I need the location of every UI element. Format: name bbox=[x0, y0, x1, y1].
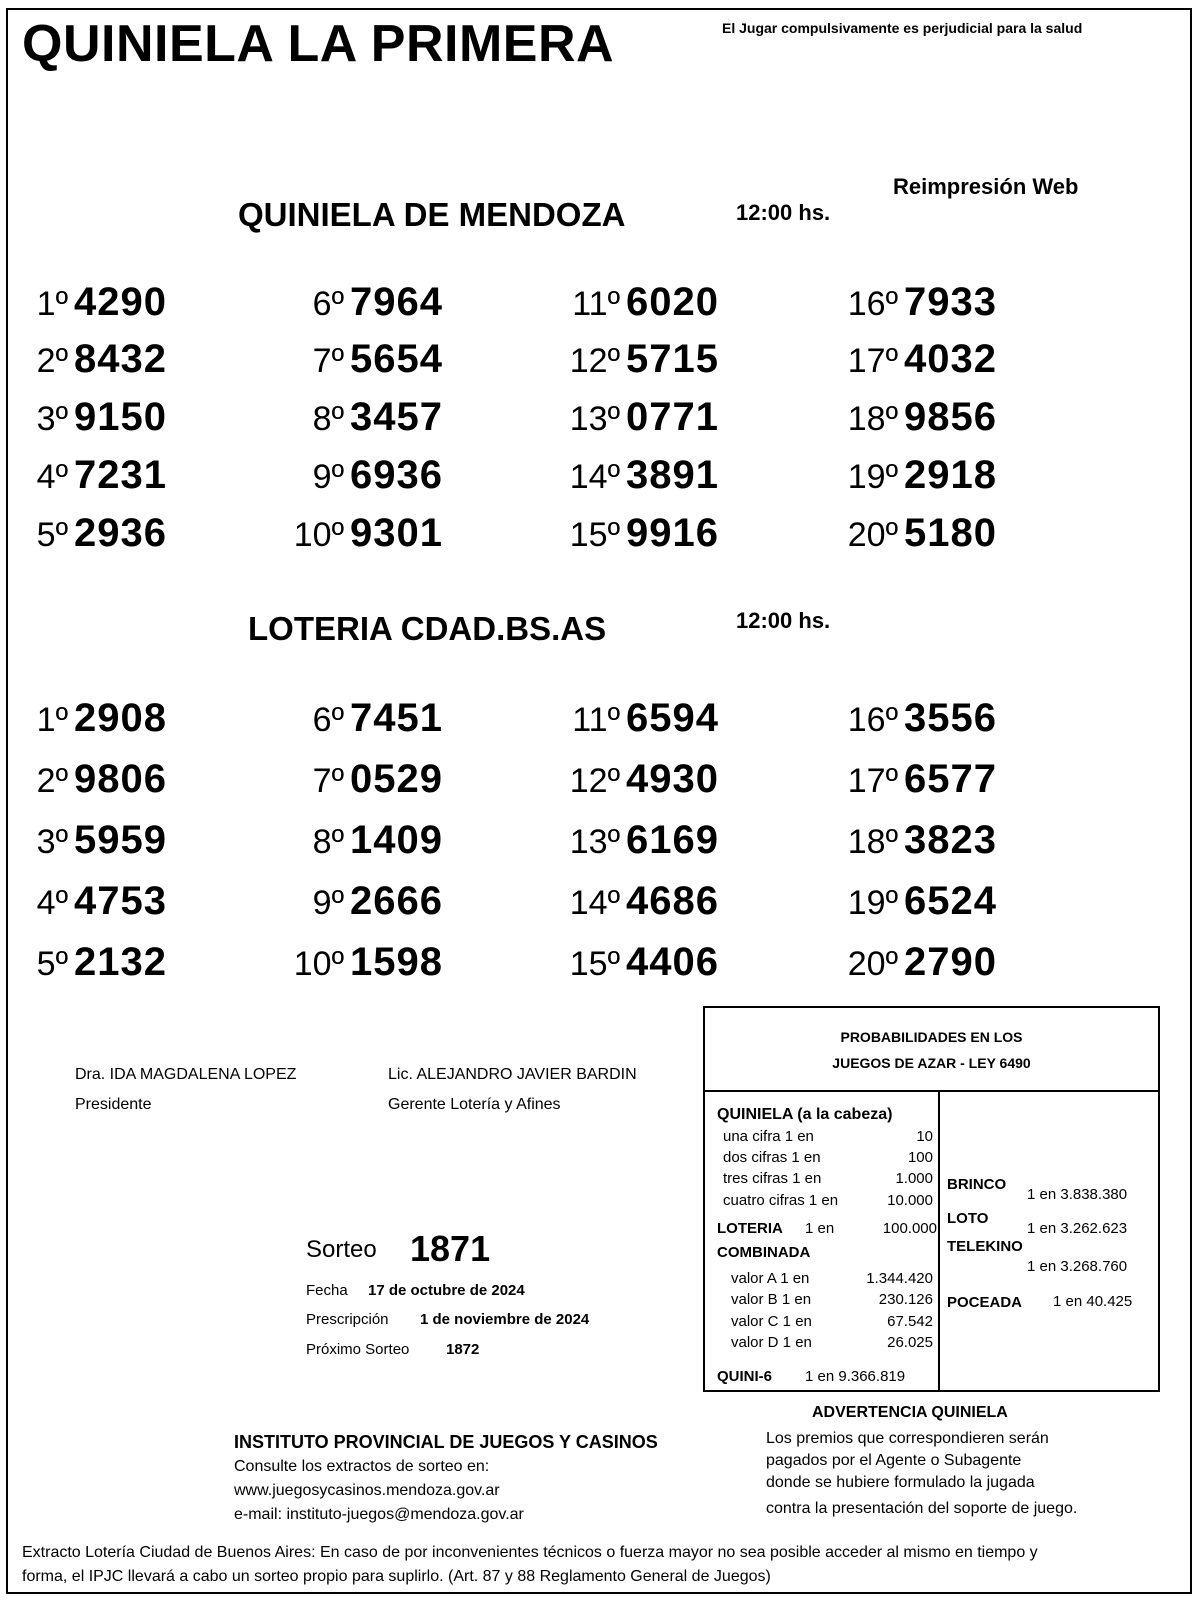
result-cell bbox=[276, 696, 443, 741]
results-row bbox=[0, 696, 1200, 752]
result-number: 5959 bbox=[74, 818, 167, 862]
result-position: 4º bbox=[36, 458, 68, 496]
advertencia-line: pagados por el Agente o Subagente bbox=[766, 1452, 1022, 1469]
result-number: 6936 bbox=[350, 453, 443, 497]
quini6-odds-label: QUINI-6 bbox=[717, 1368, 773, 1385]
result-position: 11º bbox=[572, 701, 620, 739]
result-number: 0771 bbox=[626, 395, 719, 439]
advertencia-title: ADVERTENCIA QUINIELA bbox=[812, 1404, 1008, 1421]
result-position: 19º bbox=[847, 458, 898, 496]
odds-label: tres cifras 1 en bbox=[723, 1170, 822, 1187]
result-position: 6º bbox=[312, 285, 344, 323]
result-number: 3891 bbox=[626, 453, 719, 497]
result-position: 8º bbox=[312, 400, 344, 438]
result-position: 11º bbox=[572, 285, 620, 323]
result-cell bbox=[0, 940, 167, 985]
result-number: 3556 bbox=[904, 696, 997, 740]
page-title: QUINIELA LA PRIMERA bbox=[22, 15, 615, 73]
loteria-odds-value: 100.000 bbox=[882, 1220, 937, 1237]
brinco-odds-value: 1 en 3.838.380 bbox=[1027, 1186, 1128, 1203]
result-number: 5654 bbox=[350, 337, 443, 381]
result-cell bbox=[0, 453, 167, 498]
odds-label: valor B 1 en bbox=[731, 1291, 812, 1308]
sorteo-number: 1871 bbox=[410, 1228, 491, 1269]
brinco-odds-label: BRINCO bbox=[947, 1176, 1007, 1193]
result-position: 1º bbox=[36, 701, 68, 739]
result-number: 5180 bbox=[904, 511, 997, 555]
loto-odds-label: LOTO bbox=[947, 1210, 989, 1227]
result-number: 2936 bbox=[74, 511, 167, 555]
institute-website: www.juegosycasinos.mendoza.gov.ar bbox=[234, 1482, 500, 1499]
results-row bbox=[0, 395, 1200, 451]
odds-value: 100 bbox=[907, 1149, 933, 1166]
telekino-odds-value: 1 en 3.268.760 bbox=[1027, 1258, 1128, 1275]
loteria-odds-text: 1 en bbox=[805, 1220, 835, 1237]
result-cell bbox=[0, 511, 167, 556]
result-position: 9º bbox=[312, 884, 344, 922]
result-number: 5715 bbox=[626, 337, 719, 381]
result-cell bbox=[830, 337, 997, 382]
footer-note-line1: Extracto Lotería Ciudad de Buenos Aires: En caso de por inconvenientes técnicos o fuerza mayor no sea posible acceder al mismo en tiempo y bbox=[22, 1544, 1038, 1561]
combinada-odds-title: COMBINADA bbox=[717, 1244, 811, 1261]
section-time-mendoza: 12:00 hs. bbox=[736, 200, 831, 225]
result-cell bbox=[276, 940, 443, 985]
result-number: 7231 bbox=[74, 453, 167, 497]
result-number: 9856 bbox=[904, 395, 997, 439]
results-row bbox=[0, 879, 1200, 935]
result-cell bbox=[830, 511, 997, 556]
result-position: 15º bbox=[569, 516, 620, 554]
result-cell bbox=[0, 757, 167, 802]
result-cell bbox=[0, 280, 167, 325]
reprint-label: Reimpresión Web bbox=[893, 174, 1079, 199]
result-position: 20º bbox=[847, 945, 898, 983]
signer-president-name: Dra. IDA MAGDALENA LOPEZ bbox=[75, 1066, 297, 1083]
result-number: 9916 bbox=[626, 511, 719, 555]
result-number: 6594 bbox=[626, 696, 719, 740]
section-time-buenos-aires: 12:00 hs. bbox=[736, 608, 831, 633]
result-cell bbox=[830, 696, 997, 741]
odds-value: 10 bbox=[916, 1128, 933, 1145]
result-position: 2º bbox=[36, 762, 68, 800]
institute-name: INSTITUTO PROVINCIAL DE JUEGOS Y CASINOS bbox=[234, 1432, 658, 1452]
result-cell bbox=[276, 757, 443, 802]
result-cell bbox=[552, 395, 719, 440]
result-number: 4290 bbox=[74, 280, 167, 324]
odds-value: 1.344.420 bbox=[866, 1270, 933, 1287]
prescripcion-label: Prescripción bbox=[306, 1311, 389, 1328]
result-position: 3º bbox=[36, 823, 68, 861]
odds-value: 1.000 bbox=[895, 1170, 933, 1187]
proximo-sorteo-value: 1872 bbox=[446, 1341, 480, 1358]
fecha-value: 17 de octubre de 2024 bbox=[368, 1282, 525, 1299]
result-cell bbox=[830, 757, 997, 802]
result-cell bbox=[552, 511, 719, 556]
result-number: 4753 bbox=[74, 879, 167, 923]
result-position: 4º bbox=[36, 884, 68, 922]
odds-value: 10.000 bbox=[887, 1192, 933, 1209]
results-row bbox=[0, 337, 1200, 393]
result-position: 8º bbox=[312, 823, 344, 861]
result-cell bbox=[276, 453, 443, 498]
results-row bbox=[0, 280, 1200, 336]
quini6-odds-value: 1 en 9.366.819 bbox=[805, 1368, 906, 1385]
sorteo-label: Sorteo bbox=[306, 1236, 377, 1263]
result-cell bbox=[552, 453, 719, 498]
signer-president-role: Presidente bbox=[75, 1096, 152, 1113]
result-position: 5º bbox=[36, 516, 68, 554]
health-warning: El Jugar compulsivamente es perjudicial para la salud bbox=[722, 20, 1083, 36]
fecha-label: Fecha bbox=[306, 1282, 348, 1299]
result-cell bbox=[276, 818, 443, 863]
result-position: 17º bbox=[847, 342, 898, 380]
advertencia-line: contra la presentación del soporte de juego. bbox=[766, 1500, 1078, 1517]
result-position: 13º bbox=[569, 400, 620, 438]
results-row bbox=[0, 511, 1200, 567]
result-position: 12º bbox=[569, 342, 620, 380]
result-number: 4032 bbox=[904, 337, 997, 381]
result-position: 16º bbox=[847, 701, 898, 739]
advertencia-line: donde se hubiere formulado la jugada bbox=[766, 1474, 1035, 1491]
result-cell bbox=[0, 337, 167, 382]
probabilities-title-line1: PROBABILIDADES EN LOS bbox=[840, 1029, 1023, 1045]
result-number: 1598 bbox=[350, 940, 443, 984]
result-cell bbox=[830, 453, 997, 498]
result-number: 0529 bbox=[350, 757, 443, 801]
probabilities-box bbox=[703, 1006, 1160, 1392]
result-number: 8432 bbox=[74, 337, 167, 381]
result-number: 6577 bbox=[904, 757, 997, 801]
result-cell bbox=[552, 696, 719, 741]
odds-label: valor C 1 en bbox=[731, 1313, 812, 1330]
result-cell bbox=[0, 696, 167, 741]
result-number: 7451 bbox=[350, 696, 443, 740]
result-cell bbox=[0, 879, 167, 924]
signer-manager-role: Gerente Lotería y Afines bbox=[388, 1096, 561, 1113]
result-position: 12º bbox=[569, 762, 620, 800]
result-number: 9150 bbox=[74, 395, 167, 439]
results-row bbox=[0, 818, 1200, 874]
result-number: 4686 bbox=[626, 879, 719, 923]
signer-manager-name: Lic. ALEJANDRO JAVIER BARDIN bbox=[388, 1066, 637, 1083]
result-number: 9806 bbox=[74, 757, 167, 801]
result-number: 6020 bbox=[626, 280, 719, 324]
result-number: 3457 bbox=[350, 395, 443, 439]
result-position: 6º bbox=[312, 701, 344, 739]
result-number: 3823 bbox=[904, 818, 997, 862]
odds-label: valor A 1 en bbox=[731, 1270, 810, 1287]
odds-value: 26.025 bbox=[887, 1334, 933, 1351]
result-number: 2132 bbox=[74, 940, 167, 984]
result-position: 7º bbox=[312, 762, 344, 800]
result-cell bbox=[276, 395, 443, 440]
result-position: 16º bbox=[847, 285, 898, 323]
result-position: 3º bbox=[36, 400, 68, 438]
result-cell bbox=[552, 337, 719, 382]
result-position: 18º bbox=[847, 823, 898, 861]
quiniela-odds-title: QUINIELA (a la cabeza) bbox=[717, 1106, 893, 1123]
odds-label: una cifra 1 en bbox=[723, 1128, 814, 1145]
result-position: 14º bbox=[569, 458, 620, 496]
footer-note-line2: forma, el IPJC llevará a cabo un sorteo propio para suplirlo. (Art. 87 y 88 Reglamento General de Juegos) bbox=[22, 1568, 771, 1585]
telekino-odds-label: TELEKINO bbox=[947, 1238, 1023, 1255]
result-cell bbox=[0, 818, 167, 863]
result-position: 20º bbox=[847, 516, 898, 554]
advertencia-line: Los premios que correspondieren serán bbox=[766, 1430, 1049, 1447]
result-number: 4406 bbox=[626, 940, 719, 984]
result-number: 6169 bbox=[626, 818, 719, 862]
result-position: 15º bbox=[569, 945, 620, 983]
result-number: 4930 bbox=[626, 757, 719, 801]
institute-consult-line: Consulte los extractos de sorteo en: bbox=[234, 1458, 490, 1475]
result-cell bbox=[830, 280, 997, 325]
result-position: 14º bbox=[569, 884, 620, 922]
result-cell bbox=[830, 879, 997, 924]
result-position: 19º bbox=[847, 884, 898, 922]
odds-label: dos cifras 1 en bbox=[723, 1149, 821, 1166]
result-position: 2º bbox=[36, 342, 68, 380]
result-number: 2666 bbox=[350, 879, 443, 923]
prescripcion-value: 1 de noviembre de 2024 bbox=[420, 1311, 590, 1328]
result-cell bbox=[830, 395, 997, 440]
result-position: 9º bbox=[312, 458, 344, 496]
result-cell bbox=[552, 879, 719, 924]
odds-label: valor D 1 en bbox=[731, 1334, 812, 1351]
odds-label: cuatro cifras 1 en bbox=[723, 1192, 839, 1209]
result-number: 7933 bbox=[904, 280, 997, 324]
probabilities-header bbox=[705, 1008, 1158, 1092]
section-title-buenos-aires: LOTERIA CDAD.BS.AS bbox=[248, 610, 607, 647]
poceada-odds-value: 1 en 40.425 bbox=[1053, 1293, 1133, 1310]
result-cell bbox=[830, 818, 997, 863]
poceada-odds-label: POCEADA bbox=[947, 1294, 1023, 1311]
result-cell bbox=[276, 337, 443, 382]
result-cell bbox=[0, 395, 167, 440]
results-row bbox=[0, 940, 1200, 996]
odds-value: 230.126 bbox=[878, 1291, 933, 1308]
institute-email: e-mail: instituto-juegos@mendoza.gov.ar bbox=[234, 1506, 524, 1523]
results-row bbox=[0, 453, 1200, 509]
result-cell bbox=[276, 511, 443, 556]
result-position: 7º bbox=[312, 342, 344, 380]
result-position: 13º bbox=[569, 823, 620, 861]
result-position: 10º bbox=[293, 516, 344, 554]
odds-value: 67.542 bbox=[887, 1313, 933, 1330]
result-cell bbox=[552, 940, 719, 985]
result-position: 17º bbox=[847, 762, 898, 800]
result-number: 6524 bbox=[904, 879, 997, 923]
results-row bbox=[0, 757, 1200, 813]
section-title-mendoza: QUINIELA DE MENDOZA bbox=[238, 196, 626, 233]
result-position: 10º bbox=[293, 945, 344, 983]
result-cell bbox=[552, 280, 719, 325]
result-position: 5º bbox=[36, 945, 68, 983]
result-number: 2790 bbox=[904, 940, 997, 984]
result-cell bbox=[552, 757, 719, 802]
result-cell bbox=[276, 879, 443, 924]
result-position: 18º bbox=[847, 400, 898, 438]
result-cell bbox=[830, 940, 997, 985]
result-number: 2908 bbox=[74, 696, 167, 740]
result-position: 1º bbox=[36, 285, 68, 323]
result-number: 1409 bbox=[350, 818, 443, 862]
result-cell bbox=[276, 280, 443, 325]
loto-odds-value: 1 en 3.262.623 bbox=[1027, 1220, 1128, 1237]
probabilities-title-line2: JUEGOS DE AZAR - LEY 6490 bbox=[832, 1055, 1031, 1071]
proximo-sorteo-label: Próximo Sorteo bbox=[306, 1341, 410, 1358]
result-cell bbox=[552, 818, 719, 863]
result-number: 7964 bbox=[350, 280, 443, 324]
loteria-odds-label: LOTERIA bbox=[717, 1220, 783, 1237]
result-number: 2918 bbox=[904, 453, 997, 497]
result-number: 9301 bbox=[350, 511, 443, 555]
